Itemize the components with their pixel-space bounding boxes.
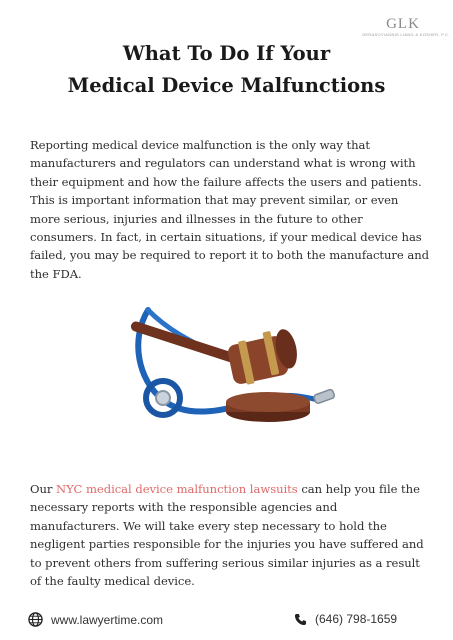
phone-icon — [294, 613, 307, 626]
intro-paragraph: Reporting medical device malfunction is the only way that manufacturers and regulators can understand what is wrong with their equipment and how the failure affects the users and patients. This is important information that may prevent similar, or even more serious, injuries and illnesses in the future to other consumers. In fact, in certain situations, if your medical device has failed, you may be required to report it to both the manufacture and the FDA. — [30, 138, 430, 281]
phone-text: (646) 798-1659 — [315, 612, 398, 626]
website-text: www.lawyertime.com — [51, 612, 164, 627]
services-intro-text: Our — [30, 482, 56, 496]
services-paragraph — [30, 480, 430, 590]
lawsuits-link[interactable]: NYC medical device malfunction lawsuits — [56, 482, 298, 496]
services-body-text: can help you file the necessary reports with the responsible agencies and manufacturers. We will take every step necessary to hold the negligent parties responsible for the injuries you have suffered and to prevent others from suffering serious similar injuries as a result of the faulty medical device. — [30, 482, 424, 589]
logo-subtitle: GERASOYIANNIS LIANG & KOSHER, P.C. — [362, 32, 450, 37]
logo-mark: GLK — [386, 16, 420, 32]
title-line-2: Medical Device Malfunctions — [67, 74, 386, 97]
footer-website[interactable] — [28, 612, 163, 627]
page-title — [0, 38, 453, 102]
footer-phone[interactable] — [294, 612, 397, 626]
gavel-stethoscope-image — [118, 300, 348, 450]
title-line-1: What To Do If Your — [122, 42, 331, 65]
globe-icon — [28, 612, 43, 627]
